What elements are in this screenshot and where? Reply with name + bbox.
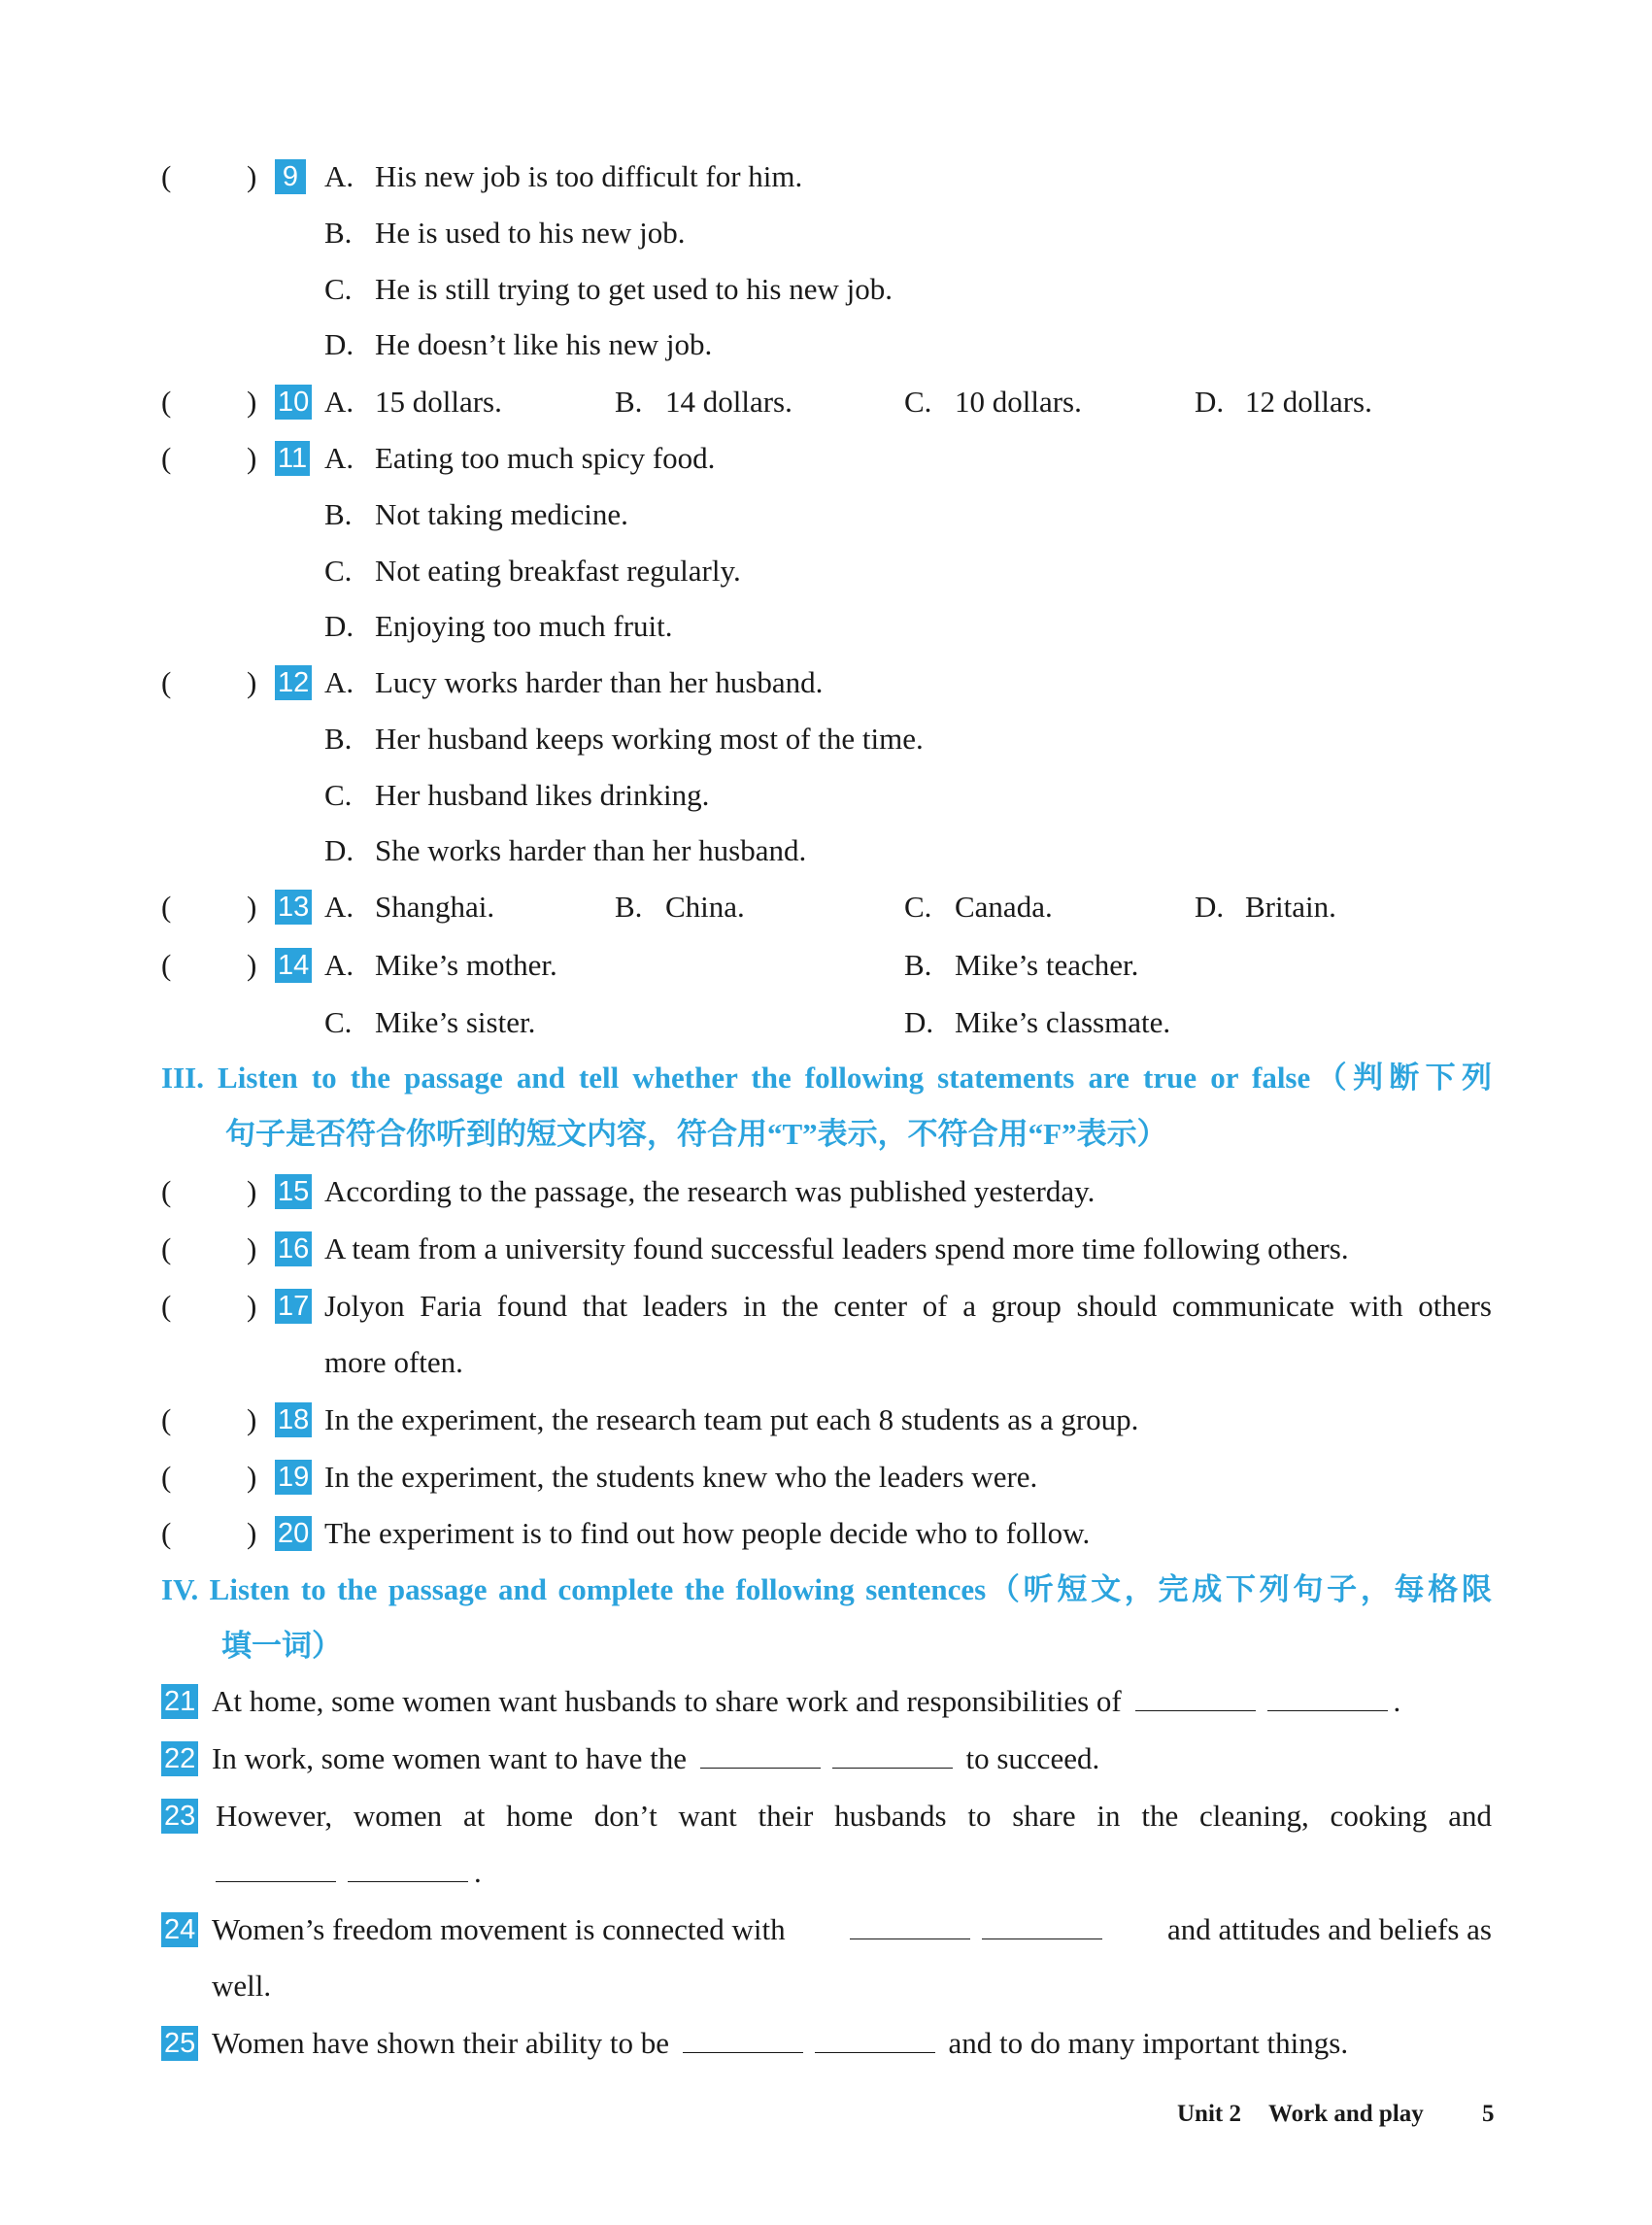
page-footer — [0, 2101, 1652, 2140]
option-d: D. Britain. — [1195, 890, 1336, 924]
question-11-option-d-row — [0, 598, 1652, 655]
option-a: A. Mike’s mother. — [324, 948, 557, 982]
answer-paren-open: ( — [161, 385, 172, 419]
fill-in-25 — [0, 2015, 1652, 2072]
answer-paren-close: ) — [247, 665, 257, 699]
sentence: At home, some women want husbands to share work and responsibilities of . — [212, 1684, 1401, 1718]
footer-title: Work and play — [1268, 2101, 1424, 2127]
question-number: 16 — [275, 1231, 312, 1266]
statement-19 — [0, 1449, 1652, 1505]
statement-text: A team from a university found successful leaders spend more time following others. — [324, 1231, 1349, 1265]
answer-paren-close: ) — [247, 890, 257, 924]
answer-paren-close: ) — [247, 1231, 257, 1265]
option-b: B. He is used to his new job. — [324, 216, 686, 250]
answer-paren-open: ( — [161, 1289, 172, 1323]
question-12 — [0, 655, 1652, 711]
question-number: 10 — [275, 385, 312, 420]
question-number: 18 — [275, 1402, 312, 1437]
statement-text-continued: more often. — [324, 1345, 463, 1379]
statement-17-continued — [0, 1334, 1652, 1391]
option-a: A. Shanghai. — [324, 890, 495, 924]
statement-18 — [0, 1392, 1652, 1448]
statement-text: In the experiment, the research team put each 8 students as a group. — [324, 1402, 1139, 1436]
option-b: B. Her husband keeps working most of the time. — [324, 722, 924, 756]
sentence: However, women at home don’t want their husbands to share in the cleaning, cooking and — [216, 1799, 1492, 1833]
statement-text: The experiment is to find out how people decide who to follow. — [324, 1516, 1091, 1550]
question-number: 20 — [275, 1516, 312, 1551]
option-c: C. Mike’s sister. — [324, 1005, 536, 1039]
answer-paren-open: ( — [161, 665, 172, 699]
question-9-option-c-row — [0, 261, 1652, 318]
section-4-heading-line-1: IV. Listen to the passage and complete the following sentences（听短文，完成下列句子，每格限 — [161, 1572, 1492, 1606]
answer-blank[interactable] — [683, 2027, 803, 2053]
question-10 — [0, 374, 1652, 430]
answer-blank[interactable] — [216, 1856, 336, 1882]
statement-text: Jolyon Faria found that leaders in the center of a group should communicate with others — [324, 1289, 1492, 1323]
answer-paren-open: ( — [161, 1174, 172, 1208]
question-number: 22 — [161, 1741, 198, 1776]
option-a: A. 15 dollars. — [324, 385, 502, 419]
answer-blank[interactable] — [815, 2027, 935, 2053]
question-14 — [0, 937, 1652, 994]
option-a: A. His new job is too difficult for him. — [324, 159, 803, 193]
statement-17 — [0, 1278, 1652, 1334]
fill-in-24-continued — [0, 1958, 1652, 2014]
sentence: Women’s freedom movement is connected with and attitudes and beliefs as — [212, 1912, 1492, 1946]
option-d: D. Mike’s classmate. — [904, 1005, 1171, 1039]
option-c: C. 10 dollars. — [904, 385, 1082, 419]
option-b: B. 14 dollars. — [615, 385, 792, 419]
fill-in-23 — [0, 1788, 1652, 1844]
answer-paren-open: ( — [161, 441, 172, 475]
statement-16 — [0, 1221, 1652, 1277]
option-d: D. 12 dollars. — [1195, 385, 1372, 419]
question-number: 14 — [275, 948, 312, 983]
question-9 — [0, 149, 1652, 205]
question-13 — [0, 879, 1652, 935]
option-d: D. Enjoying too much fruit. — [324, 609, 673, 643]
question-number: 15 — [275, 1174, 312, 1209]
section-3-heading-line-1: III. Listen to the passage and tell whether the following statements are true or false（判断下列 — [161, 1061, 1492, 1095]
question-number: 9 — [275, 159, 306, 194]
option-a: A. Lucy works harder than her husband. — [324, 665, 824, 699]
question-number: 24 — [161, 1912, 198, 1947]
statement-20 — [0, 1505, 1652, 1562]
answer-paren-close: ) — [247, 159, 257, 193]
fill-in-24 — [0, 1902, 1652, 1958]
fill-in-23-continued — [0, 1844, 1652, 1901]
answer-paren-close: ) — [247, 441, 257, 475]
answer-paren-open: ( — [161, 1460, 172, 1494]
question-number: 23 — [161, 1799, 198, 1834]
section-3-heading — [161, 1050, 1492, 1163]
option-b: B. Mike’s teacher. — [904, 948, 1139, 982]
question-number: 21 — [161, 1684, 198, 1719]
answer-blank[interactable] — [348, 1856, 468, 1882]
statement-15 — [0, 1163, 1652, 1220]
section-3-heading-line-2: 句子是否符合你听到的短文内容，符合用“T”表示，不符合用“F”表示） — [225, 1117, 1167, 1151]
answer-blank[interactable] — [1267, 1685, 1388, 1711]
question-12-option-c-row — [0, 767, 1652, 824]
question-number: 13 — [275, 890, 312, 925]
question-number: 12 — [275, 665, 312, 700]
option-c: C. Not eating breakfast regularly. — [324, 554, 741, 588]
option-b: B. China. — [615, 890, 745, 924]
sentence: In work, some women want to have the to succeed. — [212, 1741, 1100, 1775]
page-number: 5 — [1482, 2101, 1495, 2127]
question-number: 25 — [161, 2026, 198, 2061]
section-4-heading — [161, 1562, 1492, 1674]
answer-blank[interactable] — [1135, 1685, 1256, 1711]
question-number: 19 — [275, 1460, 312, 1495]
answer-blank[interactable] — [850, 1913, 970, 1939]
answer-paren-open: ( — [161, 1231, 172, 1265]
answer-blank[interactable] — [982, 1913, 1102, 1939]
answer-paren-close: ) — [247, 1402, 257, 1436]
answer-paren-close: ) — [247, 948, 257, 982]
answer-paren-close: ) — [247, 1289, 257, 1323]
option-c: C. He is still trying to get used to his new job. — [324, 272, 893, 306]
answer-paren-open: ( — [161, 890, 172, 924]
answer-paren-open: ( — [161, 1402, 172, 1436]
option-c: C. Her husband likes drinking. — [324, 778, 710, 812]
statement-text: In the experiment, the students knew who the leaders were. — [324, 1460, 1038, 1494]
question-14-options-cd-row — [0, 995, 1652, 1051]
question-12-option-b-row — [0, 711, 1652, 767]
answer-paren-open: ( — [161, 948, 172, 982]
statement-text: According to the passage, the research was published yesterday. — [324, 1174, 1096, 1208]
question-9-option-b-row — [0, 205, 1652, 261]
sentence: Women have shown their ability to be and to do many important things. — [212, 2026, 1349, 2060]
answer-blank[interactable] — [832, 1742, 953, 1769]
option-d: D. He doesn’t like his new job. — [324, 327, 713, 361]
option-b: B. Not taking medicine. — [324, 497, 628, 531]
question-number: 17 — [275, 1289, 312, 1324]
option-d: D. She works harder than her husband. — [324, 833, 807, 867]
answer-paren-close: ) — [247, 1516, 257, 1550]
question-12-option-d-row — [0, 823, 1652, 879]
question-9-option-d-row — [0, 317, 1652, 373]
fill-in-22 — [0, 1731, 1652, 1787]
sentence-continued: . — [216, 1844, 1492, 1901]
question-11 — [0, 430, 1652, 487]
answer-paren-open: ( — [161, 159, 172, 193]
answer-paren-close: ) — [247, 1460, 257, 1494]
answer-paren-open: ( — [161, 1516, 172, 1550]
sentence-continued: well. — [212, 1969, 272, 2003]
answer-blank[interactable] — [700, 1742, 821, 1769]
footer-unit: Unit 2 — [1177, 2101, 1241, 2127]
section-4-heading-line-2: 填一词） — [221, 1629, 342, 1663]
question-11-option-c-row — [0, 543, 1652, 599]
answer-paren-close: ) — [247, 1174, 257, 1208]
option-c: C. Canada. — [904, 890, 1053, 924]
fill-in-21 — [0, 1673, 1652, 1730]
answer-paren-close: ) — [247, 385, 257, 419]
option-a: A. Eating too much spicy food. — [324, 441, 716, 475]
question-number: 11 — [275, 441, 310, 476]
question-11-option-b-row — [0, 487, 1652, 543]
